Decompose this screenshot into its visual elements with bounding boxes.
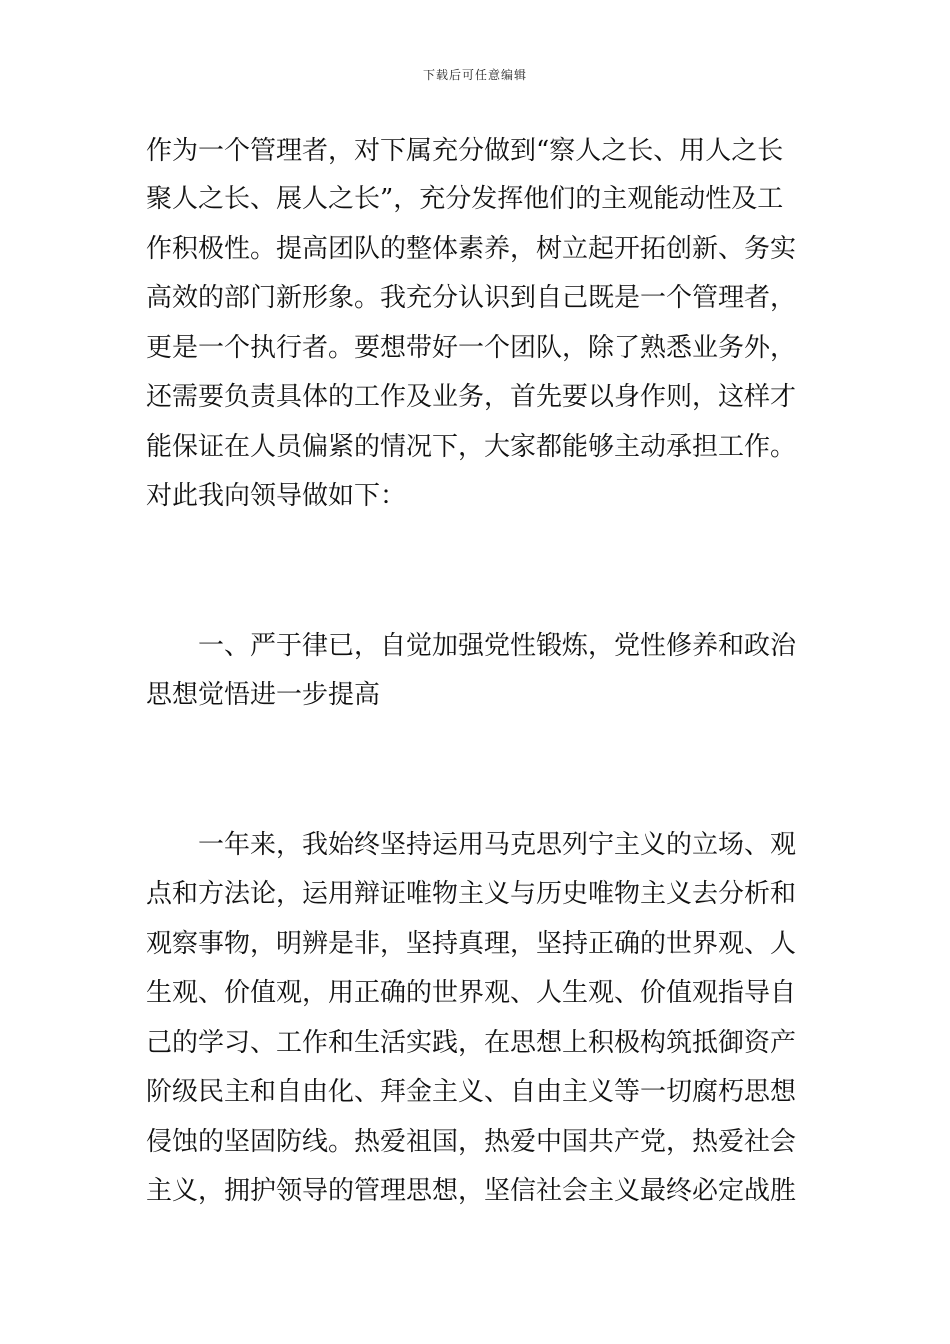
paragraph-2-line-5: 己的学习、工作和生活实践，在思想上积极构筑抵御资产 (146, 1028, 797, 1058)
paragraph-2-line-3: 观察事物，明辨是非，坚持真理，坚持正确的世界观、人 (146, 929, 797, 959)
paragraph-1-line-5: 更是一个执行者。要想带好一个团队，除了熟悉业务外， (146, 333, 797, 363)
paragraph-1-line-8: 对此我向领导做如下： (146, 481, 407, 511)
header-note: 下载后可任意编辑 (422, 68, 527, 82)
paragraph-2-line-1: 一年来，我始终坚持运用马克思列宁主义的立场、观 (198, 830, 797, 860)
paragraph-1-line-6: 还需要负责具体的工作及业务，首先要以身作则，这样才 (146, 382, 797, 412)
paragraph-1-line-1: 作为一个管理者，对下属充分做到“察人之长、用人之长 (146, 136, 784, 166)
paragraph-1-line-7: 能保证在人员偏紧的情况下，大家都能够主动承担工作。 (146, 432, 797, 462)
paragraph-2-line-7: 侵蚀的坚固防线。热爱祖国，热爱中国共产党，热爱社会 (146, 1127, 797, 1157)
paragraph-2-line-2: 点和方法论，运用辩证唯物主义与历史唯物主义去分析和 (146, 879, 797, 909)
paragraph-2-line-8: 主义，拥护领导的管理思想，坚信社会主义最终必定战胜 (146, 1176, 797, 1206)
paragraph-1-line-3: 作积极性。提高团队的整体素养，树立起开拓创新、务实 (146, 234, 797, 264)
paragraph-2-line-4: 生观、价值观，用正确的世界观、人生观、价值观指导自 (146, 978, 797, 1008)
paragraph-1-line-2: 聚人之长、展人之长”，充分发挥他们的主观能动性及工 (146, 184, 784, 214)
paragraph-2-line-6: 阶级民主和自由化、拜金主义、自由主义等一切腐朽思想 (146, 1077, 797, 1107)
section-heading-line-1: 一、严于律已，自觉加强党性锻炼，党性修养和政治 (198, 631, 797, 661)
section-heading-line-2: 思想觉悟进一步提高 (146, 680, 381, 710)
paragraph-1-line-4: 高效的部门新形象。我充分认识到自己既是一个管理者， (146, 283, 797, 313)
